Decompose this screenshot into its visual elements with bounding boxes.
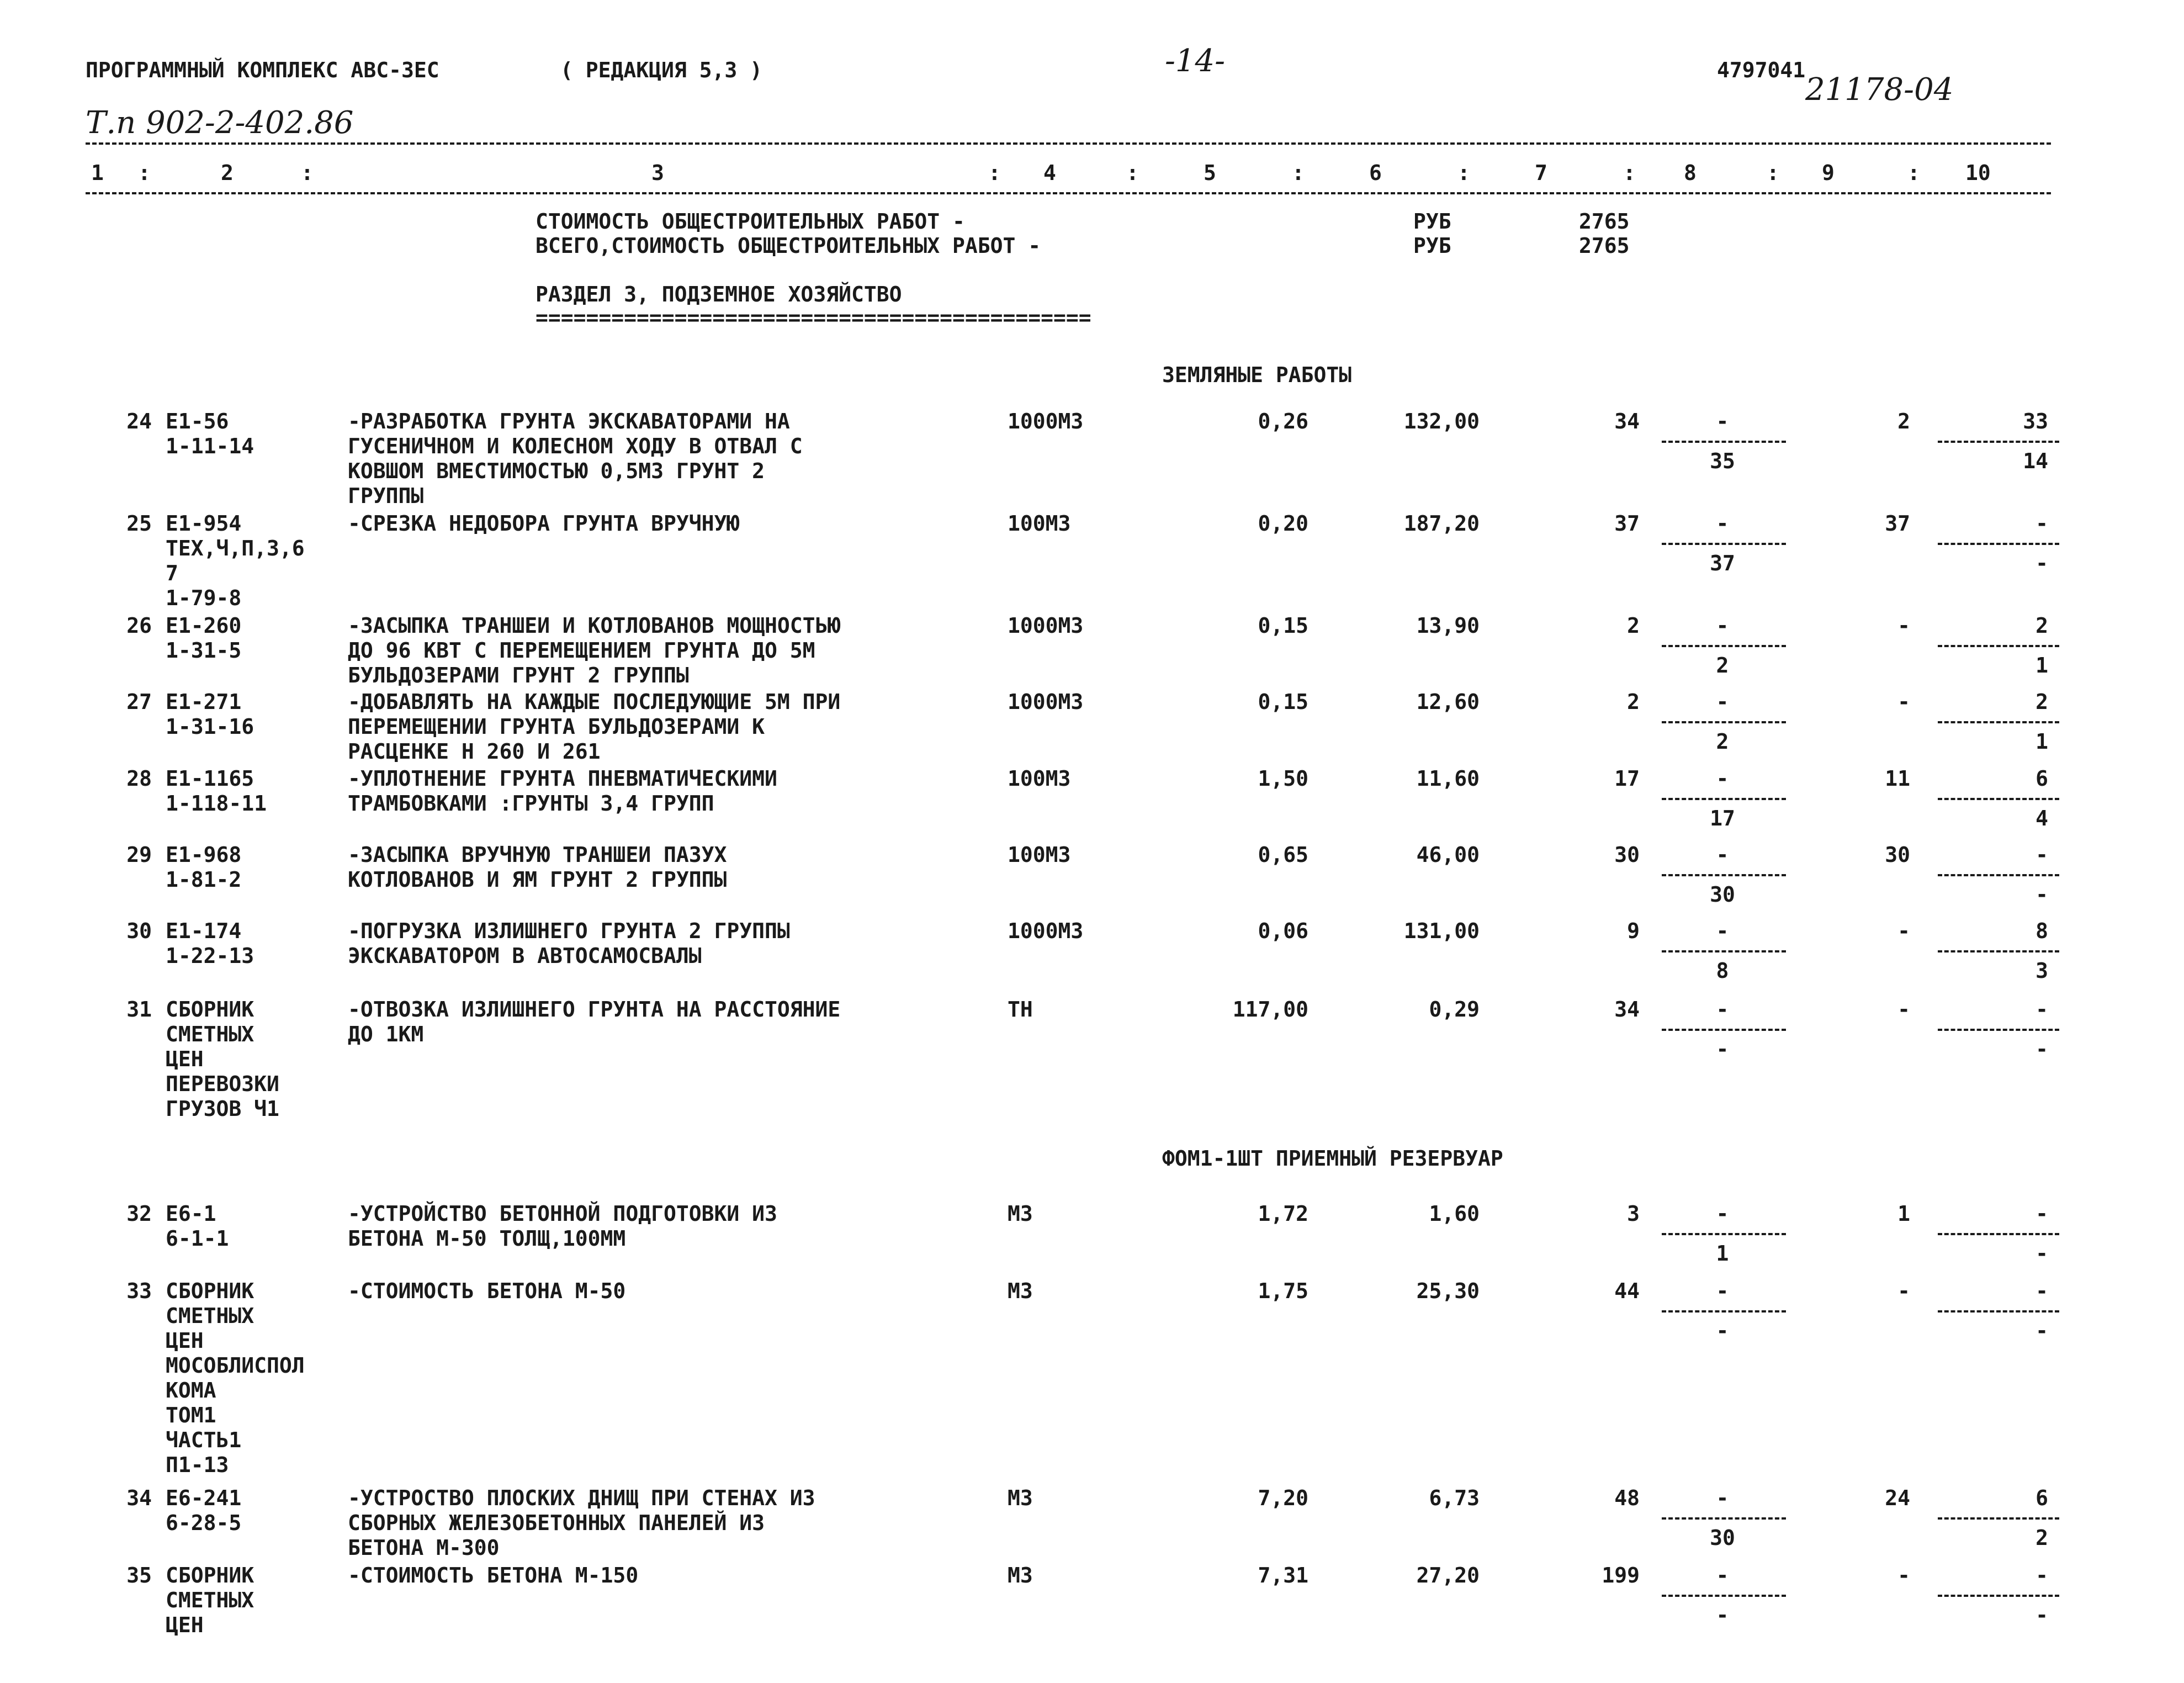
row-col10-top: -	[2035, 1202, 2048, 1226]
row-description: СБОРНЫХ ЖЕЛЕЗОБЕТОННЫХ ПАНЕЛЕЙ ИЗ	[348, 1511, 765, 1535]
edition-label: ( РЕДАКЦИЯ 5,3 )	[560, 58, 763, 82]
row-col10-bottom: -	[2035, 882, 2048, 907]
row-price: 187,20	[1403, 511, 1480, 536]
row-col10-bottom: 14	[2023, 449, 2048, 473]
row-description: -УСТРОСТВО ПЛОСКИХ ДНИЩ ПРИ СТЕНАХ ИЗ	[348, 1486, 815, 1510]
fraction-line	[1662, 874, 1786, 876]
row-unit: М3	[1008, 1486, 1033, 1510]
row-col10-top: 6	[2035, 1486, 2048, 1510]
row-description: -ДОБАВЛЯТЬ НА КАЖДЫЕ ПОСЛЕДУЮЩИЕ 5М ПРИ	[348, 690, 841, 714]
column-separator: :	[301, 161, 314, 185]
row-price: 6,73	[1429, 1486, 1480, 1510]
row-code: СМЕТНЫХ	[166, 1022, 255, 1046]
row-col9: 24	[1885, 1486, 1910, 1510]
row-col9: 1	[1897, 1202, 1910, 1226]
row-description: -УСТРОЙСТВО БЕТОННОЙ ПОДГОТОВКИ ИЗ	[348, 1202, 777, 1226]
fraction-line	[1662, 441, 1786, 443]
summary-label: ВСЕГО,СТОИМОСТЬ ОБЩЕСТРОИТЕЛЬНЫХ РАБОТ -	[536, 234, 1041, 258]
fraction-line	[1938, 1595, 2059, 1597]
column-header-5: 5	[1204, 161, 1216, 185]
row-code: ПЕРЕВОЗКИ	[166, 1072, 279, 1096]
row-code: 6-1-1	[166, 1226, 229, 1251]
row-col8-top: -	[1716, 919, 1729, 943]
row-price: 25,30	[1416, 1279, 1480, 1303]
section-underline: ============================================	[536, 305, 1091, 330]
row-col8-bottom: 30	[1710, 1526, 1735, 1550]
column-separator: :	[138, 161, 151, 185]
row-col9: 30	[1885, 843, 1910, 867]
row-code: 6-28-5	[166, 1511, 242, 1535]
row-price: 1,60	[1429, 1202, 1480, 1226]
row-code: СМЕТНЫХ	[166, 1588, 255, 1612]
row-col8-top: -	[1716, 1202, 1729, 1226]
row-description: -СТОИМОСТЬ БЕТОНА М-150	[348, 1563, 639, 1587]
row-unit: 1000М3	[1008, 409, 1084, 433]
row-col10-top: -	[2035, 1563, 2048, 1587]
row-col9: -	[1897, 997, 1910, 1022]
program-title: ПРОГРАММНЫЙ КОМПЛЕКС АВС-ЗЕС	[86, 58, 439, 82]
row-price: 46,00	[1416, 843, 1480, 867]
column-header-7: 7	[1535, 161, 1547, 185]
row-code: 1-22-13	[166, 944, 255, 968]
row-number: 33	[126, 1279, 152, 1303]
row-total: 3	[1627, 1202, 1640, 1226]
row-description: РАСЦЕНКЕ Н 260 И 261	[348, 739, 601, 764]
fraction-line	[1938, 1310, 2059, 1312]
row-col10-top: 2	[2035, 690, 2048, 714]
row-col8-top: -	[1716, 1563, 1729, 1587]
fraction-line	[1938, 950, 2059, 952]
summary-value: 2765	[1579, 209, 1630, 234]
row-description: КОТЛОВАНОВ И ЯМ ГРУНТ 2 ГРУППЫ	[348, 867, 727, 892]
row-total: 17	[1614, 766, 1640, 791]
row-col8-top: -	[1716, 511, 1729, 536]
row-code: Е6-241	[166, 1486, 242, 1510]
row-price: 12,60	[1416, 690, 1480, 714]
row-quantity: 117,00	[1232, 997, 1308, 1022]
row-code: Е1-968	[166, 843, 242, 867]
row-col10-top: 33	[2023, 409, 2048, 433]
row-col9: -	[1897, 613, 1910, 638]
row-total: 2	[1627, 613, 1640, 638]
row-unit: 1000М3	[1008, 919, 1084, 943]
row-col10-bottom: -	[2035, 1037, 2048, 1061]
row-col10-bottom: -	[2035, 1319, 2048, 1343]
fraction-line	[1938, 1029, 2059, 1031]
page-number: -14-	[1165, 43, 1226, 79]
column-separator: :	[1457, 161, 1470, 185]
row-description: -СТОИМОСТЬ БЕТОНА М-50	[348, 1279, 626, 1303]
row-number: 30	[126, 919, 152, 943]
row-col8-bottom: 17	[1710, 806, 1735, 830]
row-col8-bottom: 2	[1716, 653, 1729, 678]
row-unit: 100М3	[1008, 843, 1071, 867]
row-description: -ЗАСЫПКА ТРАНШЕИ И КОТЛОВАНОВ МОЩНОСТЬЮ	[348, 613, 841, 638]
row-col10-bottom: 1	[2035, 653, 2048, 678]
row-code: 1-31-16	[166, 715, 255, 739]
fraction-line	[1662, 1517, 1786, 1520]
row-number: 29	[126, 843, 152, 867]
row-col9: -	[1897, 1563, 1910, 1587]
fraction-line	[1662, 950, 1786, 952]
row-price: 27,20	[1416, 1563, 1480, 1587]
row-number: 26	[126, 613, 152, 638]
row-quantity: 0,15	[1258, 690, 1308, 714]
row-col8-top: -	[1716, 409, 1729, 433]
row-code: Е1-954	[166, 511, 242, 536]
row-description: ТРАМБОВКАМИ :ГРУНТЫ 3,4 ГРУПП	[348, 791, 714, 816]
row-col8-top: -	[1716, 766, 1729, 791]
row-col10-bottom: -	[2035, 1241, 2048, 1266]
row-code: КОМА	[166, 1378, 216, 1402]
row-total: 48	[1614, 1486, 1640, 1510]
row-code: 1-31-5	[166, 638, 242, 663]
summary-value: 2765	[1579, 234, 1630, 258]
column-header-3: 3	[651, 161, 664, 185]
row-total: 30	[1614, 843, 1640, 867]
column-separator: :	[1623, 161, 1636, 185]
row-unit: 100М3	[1008, 511, 1071, 536]
fraction-line	[1938, 645, 2059, 647]
row-quantity: 0,06	[1258, 919, 1308, 943]
fraction-line	[1938, 874, 2059, 876]
column-separator: :	[988, 161, 1001, 185]
row-col8-top: -	[1716, 843, 1729, 867]
fraction-line	[1662, 721, 1786, 723]
row-description: ГУСЕНИЧНОМ И КОЛЕСНОМ ХОДУ В ОТВАЛ С	[348, 434, 803, 458]
row-code: ТОМ1	[166, 1403, 216, 1427]
fraction-line	[1938, 721, 2059, 723]
row-col10-top: -	[2035, 843, 2048, 867]
group-title: ЗЕМЛЯНЫЕ РАБОТЫ	[1162, 363, 1352, 387]
row-col10-top: -	[2035, 1279, 2048, 1303]
column-separator: :	[1292, 161, 1305, 185]
row-unit: М3	[1008, 1202, 1033, 1226]
row-number: 35	[126, 1563, 152, 1587]
row-code: ЦЕН	[166, 1047, 204, 1071]
row-col9: 11	[1885, 766, 1910, 791]
row-quantity: 7,20	[1258, 1486, 1308, 1510]
row-number: 32	[126, 1202, 152, 1226]
row-col8-bottom: 30	[1710, 882, 1735, 907]
row-col8-bottom: -	[1716, 1319, 1729, 1343]
row-unit: 1000М3	[1008, 613, 1084, 638]
row-code: Е1-1165	[166, 766, 255, 791]
fraction-line	[1938, 441, 2059, 443]
row-code: МОСОБЛИСПОЛ	[166, 1353, 305, 1378]
row-quantity: 0,15	[1258, 613, 1308, 638]
row-col9: -	[1897, 1279, 1910, 1303]
fraction-line	[1662, 798, 1786, 800]
column-header-2: 2	[221, 161, 234, 185]
row-code: ЧАСТЬ1	[166, 1428, 242, 1452]
row-code: 1-79-8	[166, 586, 242, 610]
row-description: ДО 96 КВТ С ПЕРЕМЕЩЕНИЕМ ГРУНТА ДО 5М	[348, 638, 815, 663]
summary-unit: РУБ	[1413, 209, 1451, 234]
row-price: 132,00	[1403, 409, 1480, 433]
row-code: ТЕХ,Ч,П,3,6	[166, 536, 305, 560]
row-description: КОВШОМ ВМЕСТИМОСТЬЮ 0,5М3 ГРУНТ 2	[348, 459, 765, 483]
row-unit: ТН	[1008, 997, 1033, 1022]
fraction-line	[1662, 1595, 1786, 1597]
row-quantity: 1,75	[1258, 1279, 1308, 1303]
row-description: БЕТОНА М-50 ТОЛЩ,100ММ	[348, 1226, 626, 1251]
row-price: 11,60	[1416, 766, 1480, 791]
group-title: ФОМ1-1ШТ ПРИЕМНЫЙ РЕЗЕРВУАР	[1162, 1146, 1503, 1171]
row-code: 1-11-14	[166, 434, 255, 458]
column-header-4: 4	[1043, 161, 1056, 185]
row-col8-bottom: -	[1716, 1603, 1729, 1627]
row-code: Е1-271	[166, 690, 242, 714]
row-description: ПЕРЕМЕЩЕНИИ ГРУНТА БУЛЬДОЗЕРАМИ К	[348, 715, 765, 739]
row-total: 44	[1614, 1279, 1640, 1303]
row-col8-bottom: 2	[1716, 729, 1729, 754]
row-quantity: 1,50	[1258, 766, 1308, 791]
row-code: ЦЕН	[166, 1329, 204, 1353]
row-price: 0,29	[1429, 997, 1480, 1022]
fraction-line	[1662, 1233, 1786, 1235]
row-unit: М3	[1008, 1279, 1033, 1303]
row-col10-bottom: 3	[2035, 959, 2048, 983]
row-code: СБОРНИК	[166, 1279, 255, 1303]
row-quantity: 0,20	[1258, 511, 1308, 536]
row-description: -ПОГРУЗКА ИЗЛИШНЕГО ГРУНТА 2 ГРУППЫ	[348, 919, 790, 943]
column-header-1: 1	[91, 161, 104, 185]
fraction-line	[1938, 798, 2059, 800]
column-header-8: 8	[1684, 161, 1697, 185]
row-col10-top: 6	[2035, 766, 2048, 791]
row-number: 25	[126, 511, 152, 536]
project-number: Т.п 902-2-402.86	[86, 105, 354, 141]
row-total: 34	[1614, 997, 1640, 1022]
fraction-line	[1662, 543, 1786, 545]
row-code: Е6-1	[166, 1202, 216, 1226]
row-number: 28	[126, 766, 152, 791]
row-quantity: 0,26	[1258, 409, 1308, 433]
column-separator: :	[1126, 161, 1139, 185]
row-col8-bottom: 37	[1710, 551, 1735, 575]
column-separator: :	[1907, 161, 1920, 185]
row-code: ЦЕН	[166, 1613, 204, 1637]
row-col8-bottom: 8	[1716, 959, 1729, 983]
row-description: БУЛЬДОЗЕРАМИ ГРУНТ 2 ГРУППЫ	[348, 663, 689, 687]
row-code: П1-13	[166, 1453, 229, 1477]
row-description: ГРУППЫ	[348, 484, 424, 508]
row-col9: -	[1897, 690, 1910, 714]
row-quantity: 0,65	[1258, 843, 1308, 867]
row-col10-top: -	[2035, 511, 2048, 536]
summary-unit: РУБ	[1413, 234, 1451, 258]
row-col9: 37	[1885, 511, 1910, 536]
row-col8-top: -	[1716, 1486, 1729, 1510]
row-total: 37	[1614, 511, 1640, 536]
row-code: Е1-174	[166, 919, 242, 943]
row-description: -УПЛОТНЕНИЕ ГРУНТА ПНЕВМАТИЧЕСКИМИ	[348, 766, 777, 791]
row-col10-top: -	[2035, 997, 2048, 1022]
column-header-9: 9	[1822, 161, 1835, 185]
row-col10-top: 2	[2035, 613, 2048, 638]
row-col8-bottom: -	[1716, 1037, 1729, 1061]
row-unit: 100М3	[1008, 766, 1071, 791]
row-code: СБОРНИК	[166, 1563, 255, 1587]
row-description: ДО 1КМ	[348, 1022, 424, 1046]
row-code: СМЕТНЫХ	[166, 1304, 255, 1328]
row-description: БЕТОНА М-300	[348, 1536, 500, 1560]
row-code: СБОРНИК	[166, 997, 255, 1022]
fraction-line	[1662, 1029, 1786, 1031]
row-code: Е1-56	[166, 409, 229, 433]
row-col9: 2	[1897, 409, 1910, 433]
document-code: 4797041	[1717, 58, 1806, 82]
row-price: 131,00	[1403, 919, 1480, 943]
row-number: 31	[126, 997, 152, 1022]
row-description: ЭКСКАВАТОРОМ В АВТОСАМОСВАЛЫ	[348, 944, 702, 968]
row-number: 24	[126, 409, 152, 433]
fraction-line	[1938, 1517, 2059, 1520]
row-number: 27	[126, 690, 152, 714]
row-col8-top: -	[1716, 613, 1729, 638]
row-code: Е1-260	[166, 613, 242, 638]
row-col9: -	[1897, 919, 1910, 943]
fraction-line	[1938, 543, 2059, 545]
column-separator: :	[1767, 161, 1779, 185]
row-total: 199	[1602, 1563, 1640, 1587]
row-col8-top: -	[1716, 1279, 1729, 1303]
row-quantity: 7,31	[1258, 1563, 1308, 1587]
row-price: 13,90	[1416, 613, 1480, 638]
row-col8-top: -	[1716, 997, 1729, 1022]
fraction-line	[1662, 1310, 1786, 1312]
row-unit: М3	[1008, 1563, 1033, 1587]
row-col10-bottom: -	[2035, 551, 2048, 575]
handwritten-code: 21178-04	[1805, 72, 1954, 108]
fraction-line	[1938, 1233, 2059, 1235]
row-quantity: 1,72	[1258, 1202, 1308, 1226]
row-col10-bottom: 2	[2035, 1526, 2048, 1550]
row-code: 7	[166, 561, 178, 585]
row-col8-top: -	[1716, 690, 1729, 714]
row-description: -СРЕЗКА НЕДОБОРА ГРУНТА ВРУЧНУЮ	[348, 511, 740, 536]
row-description: -ОТВОЗКА ИЗЛИШНЕГО ГРУНТА НА РАССТОЯНИЕ	[348, 997, 841, 1022]
row-description: -РАЗРАБОТКА ГРУНТА ЭКСКАВАТОРАМИ НА	[348, 409, 790, 433]
row-unit: 1000М3	[1008, 690, 1084, 714]
row-total: 34	[1614, 409, 1640, 433]
row-col10-bottom: 1	[2035, 729, 2048, 754]
row-col8-bottom: 1	[1716, 1241, 1729, 1266]
column-header-6: 6	[1369, 161, 1382, 185]
row-col10-bottom: -	[2035, 1603, 2048, 1627]
row-total: 2	[1627, 690, 1640, 714]
row-col10-top: 8	[2035, 919, 2048, 943]
fraction-line	[1662, 645, 1786, 647]
row-code: 1-81-2	[166, 867, 242, 892]
row-code: ГРУЗОВ Ч1	[166, 1097, 279, 1121]
row-total: 9	[1627, 919, 1640, 943]
row-code: 1-118-11	[166, 791, 267, 816]
row-number: 34	[126, 1486, 152, 1510]
row-description: -ЗАСЫПКА ВРУЧНУЮ ТРАНШЕИ ПАЗУХ	[348, 843, 727, 867]
section-title: РАЗДЕЛ 3, ПОДЗЕМНОЕ ХОЗЯЙСТВО	[536, 282, 902, 306]
summary-label: СТОИМОСТЬ ОБЩЕСТРОИТЕЛЬНЫХ РАБОТ -	[536, 209, 965, 234]
row-col8-bottom: 35	[1710, 449, 1735, 473]
row-col10-bottom: 4	[2035, 806, 2048, 830]
column-header-10: 10	[1965, 161, 1991, 185]
